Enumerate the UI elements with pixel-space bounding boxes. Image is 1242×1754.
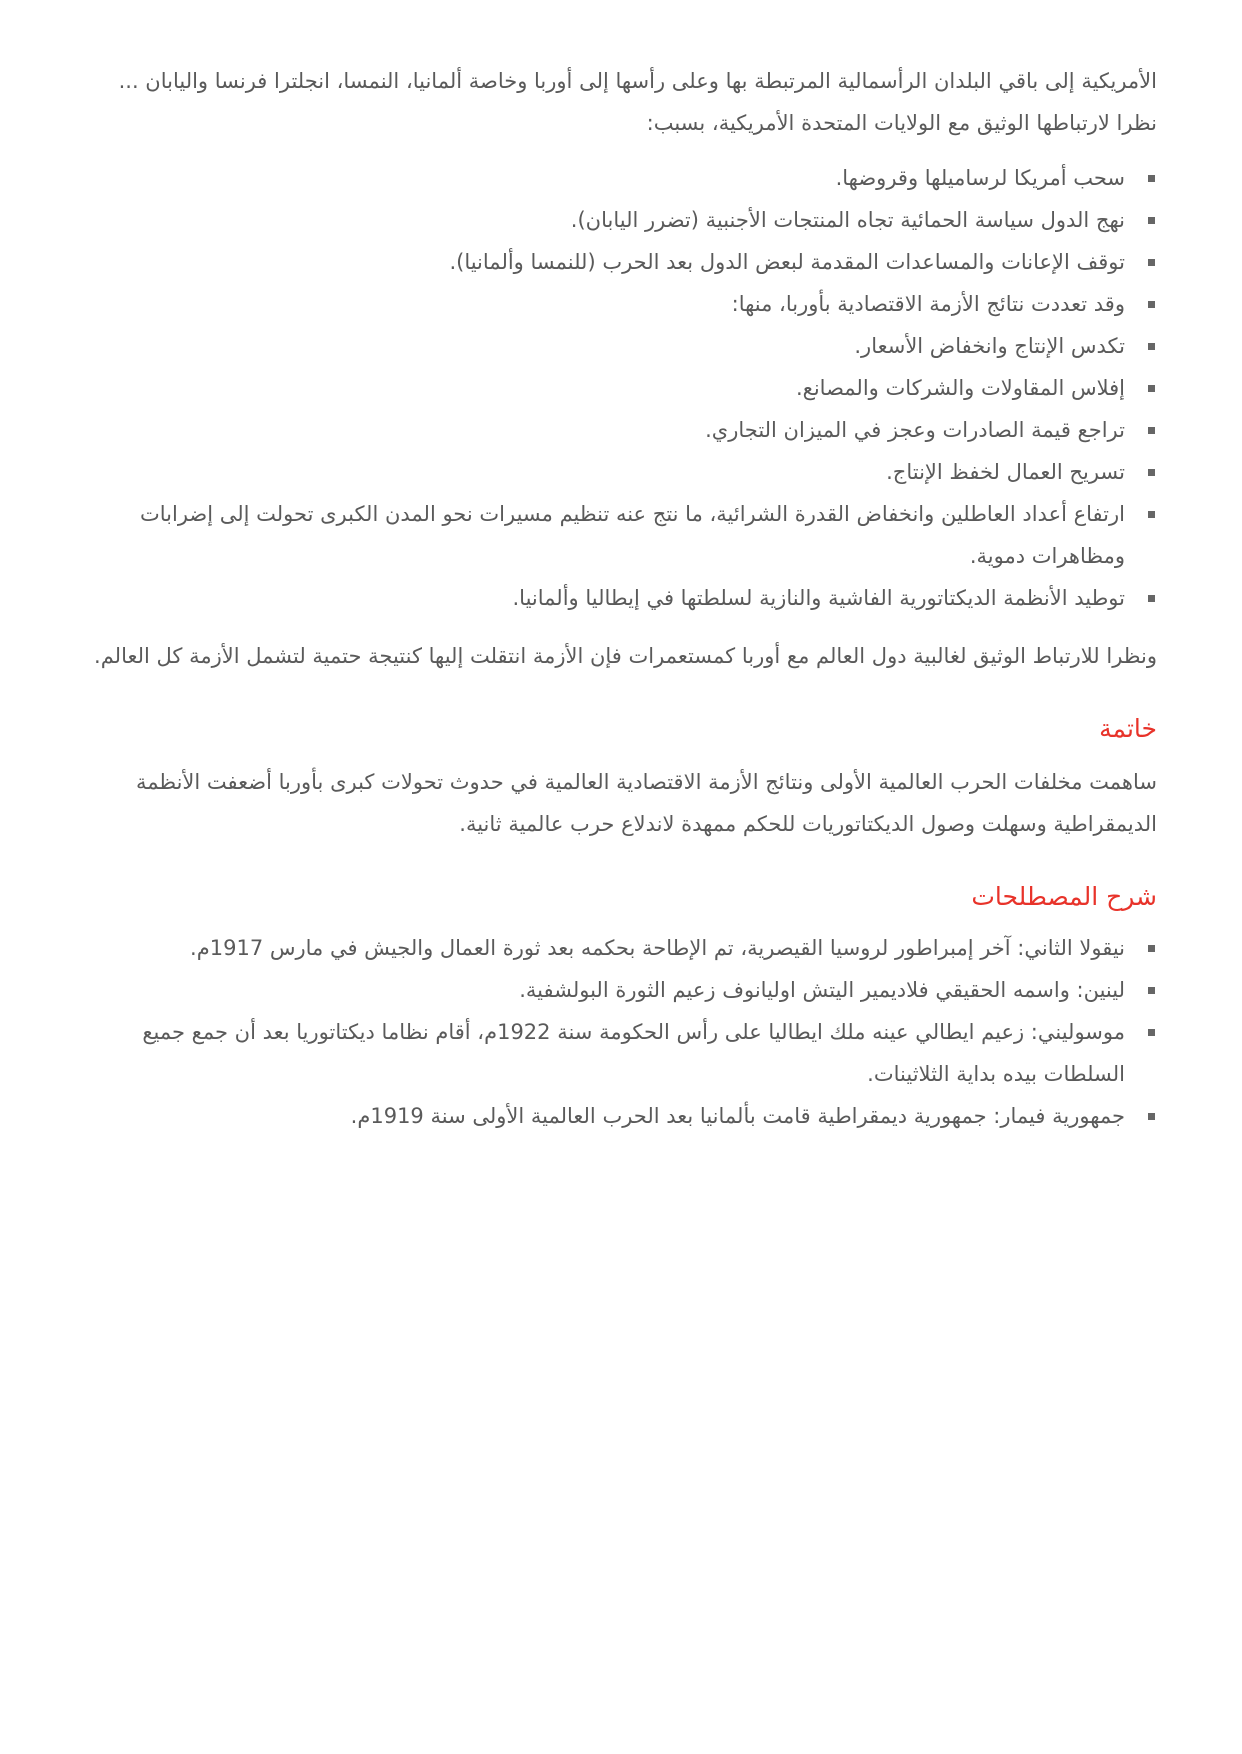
list-item: وقد تعددت نتائج الأزمة الاقتصادية بأوربا، منها: (85, 283, 1125, 325)
glossary-item: جمهورية فيمار: جمهورية ديمقراطية قامت بألمانيا بعد الحرب العالمية الأولى سنة 1919م. (85, 1095, 1125, 1137)
document-page (85, 60, 1157, 1137)
conclusion-paragraph: ساهمت مخلفات الحرب العالمية الأولى ونتائج الأزمة الاقتصادية العالمية في حدوث تحولات كبرى بأوربا أضعفت الأنظمة الديمقراطية وسهلت وصول الديكتاتوريات للحكم ممهدة لاندلاع حرب عالمية ثانية. (135, 770, 1157, 836)
list-item: تراجع قيمة الصادرات وعجز في الميزان التجاري. (85, 409, 1125, 451)
causes-list (85, 157, 1157, 619)
intro-paragraph: الأمريكية إلى باقي البلدان الرأسمالية المرتبطة بها وعلى رأسها إلى أوربا وخاصة ألمانيا، النمسا، انجلترا فرنسا واليابان ... نظرا لارتباطها الوثيق مع الولايات المتحدة الأمريكية، بسبب: (118, 69, 1157, 135)
glossary-item: موسوليني: زعيم ايطالي عينه ملك ايطاليا على رأس الحكومة سنة 1922م، أقام نظاما ديكتاتوريا بعد أن جمع جميع السلطات بيده بداية الثلاثينات. (85, 1011, 1125, 1095)
list-item: توقف الإعانات والمساعدات المقدمة لبعض الدول بعد الحرب (للنمسا وألمانيا). (85, 241, 1125, 283)
list-item: ارتفاع أعداد العاطلين وانخفاض القدرة الشرائية، ما نتج عنه تنظيم مسيرات نحو المدن الكبرى تحولت إلى إضرابات ومظاهرات دموية. (85, 493, 1125, 577)
list-item: تسريح العمال لخفظ الإنتاج. (85, 451, 1125, 493)
list-item: تكدس الإنتاج وانخفاض الأسعار. (85, 325, 1125, 367)
list-item: توطيد الأنظمة الديكتاتورية الفاشية والنازية لسلطتها في إيطاليا وألمانيا. (85, 577, 1125, 619)
list-item: سحب أمريكا لرساميلها وقروضها. (85, 157, 1125, 199)
world-paragraph: ونظرا للارتباط الوثيق لغالبية دول العالم مع أوربا كمستعمرات فإن الأزمة انتقلت إليها كنتيجة حتمية لتشمل الأزمة كل العالم. (94, 644, 1157, 668)
glossary-item: نيقولا الثاني: آخر إمبراطور لروسيا القيصرية، تم الإطاحة بحكمه بعد ثورة العمال والجيش في مارس 1917م. (85, 927, 1125, 969)
list-item: نهج الدول سياسة الحمائية تجاه المنتجات الأجنبية (تضرر اليابان). (85, 199, 1125, 241)
conclusion-heading: خاتمة (1099, 714, 1157, 743)
glossary-heading: شرح المصطلحات (971, 882, 1157, 911)
list-item: إفلاس المقاولات والشركات والمصانع. (85, 367, 1125, 409)
glossary-list (85, 927, 1157, 1137)
glossary-item: لينين: واسمه الحقيقي فلاديمير اليتش اوليانوف زعيم الثورة البولشفية. (85, 969, 1125, 1011)
